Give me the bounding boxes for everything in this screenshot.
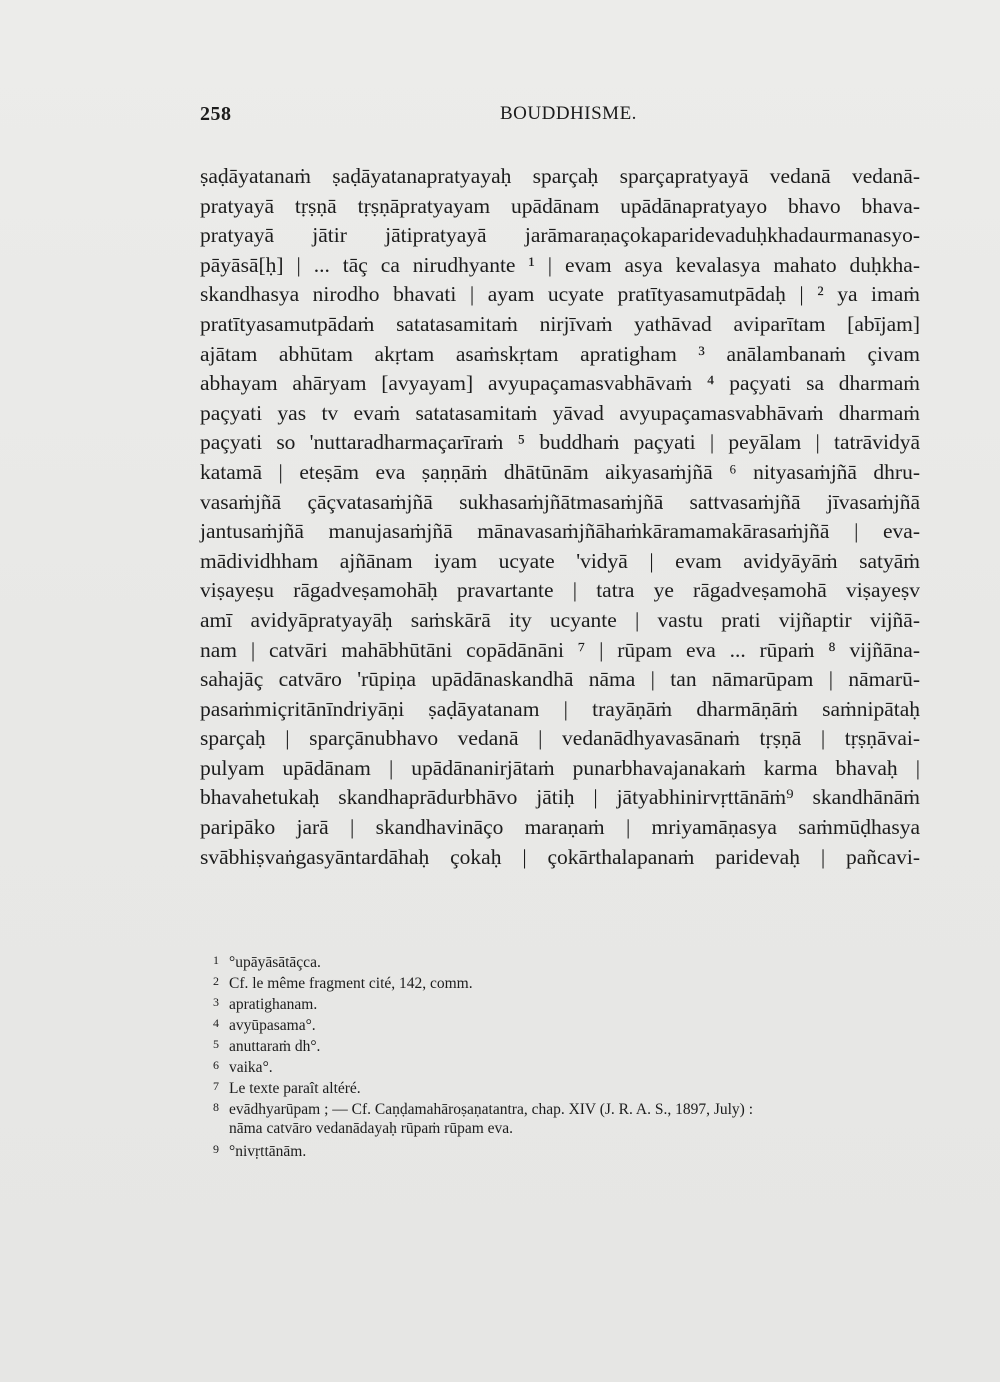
text-line: pāyāsā[ḥ] | ... tāç ca nirudhyante ¹ | evam asya kevalasya mahato duḥkha- (200, 252, 920, 277)
text-line: viṣayeṣu rāgadveṣamohāḥ pravartante | tatra ye rāgadveṣamohā viṣayeṣv (200, 578, 920, 603)
text-line: skandhasya nirodho bhavati | ayam ucyate pratītyasamutpādaḥ | ² ya imaṁ (200, 282, 920, 307)
footnote-mark: 7 (213, 1079, 219, 1093)
footnote-mark: 8 (213, 1100, 219, 1114)
page-header (200, 103, 920, 135)
footnote-text: °nivṛttānām. (229, 1143, 307, 1160)
footnote-mark: 9 (213, 1142, 219, 1156)
footnote-mark: 3 (213, 995, 219, 1009)
footnote (213, 1055, 929, 1076)
text-line: pratītyasamutpādaṁ satatasamitaṁ nirjīvaṁ yathāvad aviparītam [abījam] (200, 311, 920, 336)
footnote-mark: 2 (213, 974, 219, 988)
footnote-text: vaika°. (229, 1059, 273, 1076)
footnote (213, 1034, 929, 1055)
footnote-text: evādhyarūpam ; — Cf. Caṇḍamahāroṣaṇatantra, chap. XIV (J. R. A. S., 1897, July) : (229, 1101, 754, 1118)
text-line: amī avidyāpratyayāḥ saṁskārā ity ucyante | vastu prati vijñaptir vijñā- (200, 607, 920, 632)
text-line: sparçaḥ | sparçānubhavo vedanā | vedanādhyavasānaṁ tṛṣṇā | tṛṣṇāvai- (200, 726, 920, 751)
footnote (213, 1139, 929, 1160)
text-line: pasaṁmiçritānīndriyāṇi ṣaḍāyatanam | trayāṇāṁ dharmāṇāṁ saṁnipātaḥ (200, 696, 920, 721)
footnote-mark: 4 (213, 1016, 219, 1030)
footnote (213, 1097, 929, 1118)
footnote-text: apratighanam. (229, 996, 318, 1013)
footnote (213, 1076, 929, 1097)
text-line: pulyam upādānam | upādānanirjātaṁ punarbhavajanakaṁ karma bhavaḥ | (200, 755, 920, 780)
text-line: nam | catvāri mahābhūtāni copādānāni ⁷ | rūpam eva ... rūpaṁ ⁸ vijñāna- (200, 637, 920, 662)
text-line: katamā | eteṣām eva ṣaṇṇāṁ dhātūnām aikyasaṁjñā ⁶ nityasaṁjñā dhru- (200, 459, 920, 484)
text-line: ajātam abhūtam akṛtam asaṁskṛtam apratigham ³ anālambanaṁ çivam (200, 341, 920, 366)
text-line: mādividhham ajñānam iyam ucyate 'vidyā | evam avidyāyāṁ satyāṁ (200, 548, 920, 573)
footnote (213, 1013, 929, 1034)
text-line: paripāko jarā | skandhavināço maraṇaṁ | mriyamāṇasya saṁmūḍhasya (200, 815, 920, 840)
footnote (213, 971, 929, 992)
text-line: ṣaḍāyatanaṁ ṣaḍāyatanapratyayaḥ sparçaḥ sparçapratyayā vedanā vedanā- (200, 164, 920, 188)
footnote-mark: 6 (213, 1058, 219, 1072)
text-line: abhayam ahāryam [avyayam] avyupaçamasvabhāvaṁ ⁴ paçyati sa dharmaṁ (200, 371, 920, 396)
text-line: sahajāç catvāro 'rūpiṇa upādānaskandhā nāma | tan nāmarūpam | nāmarū- (200, 667, 920, 692)
footnote-mark: 5 (213, 1037, 219, 1051)
footnote-mark: 1 (213, 953, 219, 967)
text-line: jantusaṁjñā manujasaṁjñā mānavasaṁjñāhaṁkāramamakārasaṁjñā | eva- (200, 519, 920, 544)
footnotes (213, 950, 929, 1160)
footnote-continuation (229, 1118, 929, 1139)
footnote-text: Le texte paraît altéré. (229, 1080, 361, 1097)
footnote-text: nāma catvāro vedanādayaḥ rūpaṁ rūpam eva. (229, 1120, 514, 1137)
footnote-text: Cf. le même fragment cité, 142, comm. (229, 975, 473, 992)
text-line: svābhiṣvaṅgasyāntardāhaḥ çokaḥ | çokārthalapanaṁ paridevaḥ | pañcavi- (200, 844, 920, 869)
text-line: paçyati so 'nuttaradharmaçarīraṁ ⁵ buddhaṁ paçyati | peyālam | tatrāvidyā (200, 430, 920, 455)
footnote-text: avyūpasama°. (229, 1017, 316, 1034)
text-line: pratyayā tṛṣṇā tṛṣṇāpratyayam upādānam upādānapratyayo bhavo bhava- (200, 193, 920, 218)
running-title: BOUDDHISME. (500, 103, 637, 124)
footnote (213, 950, 929, 971)
text-line: paçyati yas tv evaṁ satatasamitaṁ yāvad avyupaçamasvabhāvaṁ dharmaṁ (200, 400, 920, 425)
footnote-text: °upāyāsātāçca. (229, 954, 321, 971)
text-line: bhavahetukaḥ skandhaprādurbhāvo jātiḥ | jātyabhinirvṛttānāṁ⁹ skandhānāṁ (200, 785, 920, 810)
text-line: vasaṁjñā çāçvatasaṁjñā sukhasaṁjñātmasaṁjñā sattvasaṁjñā jīvasaṁjñā (200, 489, 920, 514)
text-line: pratyayā jātir jātipratyayā jarāmaraṇaçokaparidevaduḥkhadaurmanasyo- (200, 223, 920, 248)
footnote-text: anuttaraṁ dh°. (229, 1038, 321, 1055)
footnote (213, 992, 929, 1013)
page-number: 258 (200, 103, 232, 125)
body-text (200, 162, 920, 872)
